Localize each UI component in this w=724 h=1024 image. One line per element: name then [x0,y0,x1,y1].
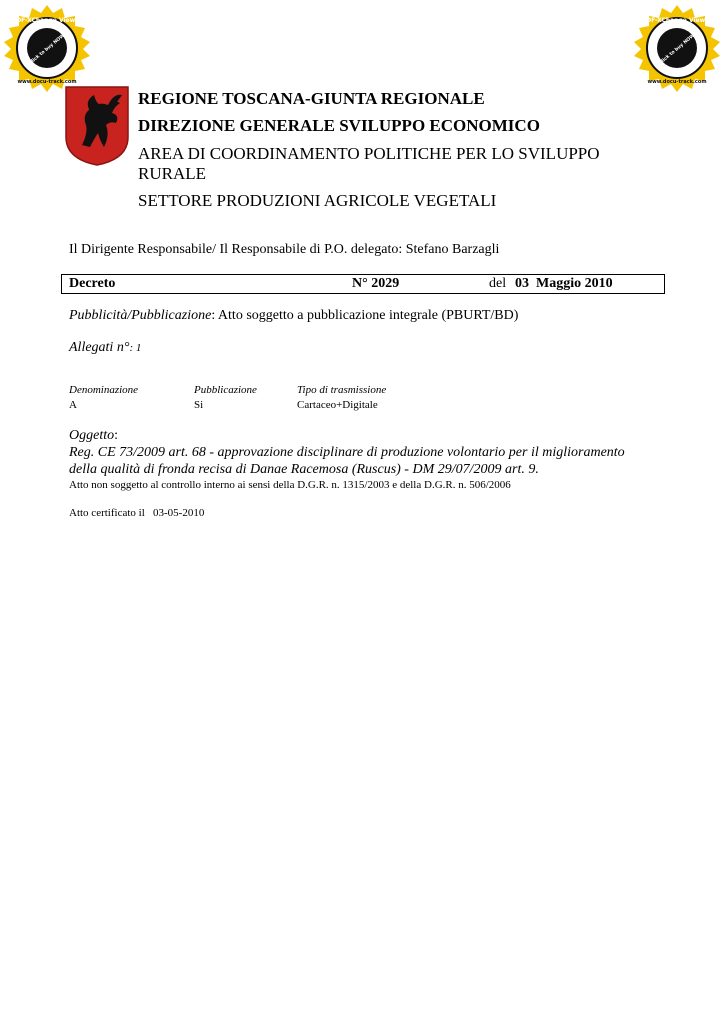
pubblicazione-label: Pubblicità/Pubblicazione [69,308,212,323]
oggetto-text [69,444,669,478]
oggetto-label: Oggetto [69,428,115,443]
oggetto-line2: della qualità di fronda recisa di Danae Racemosa (Ruscus) - DM 29/07/2009 art. 9. [69,462,539,477]
badge-url-text: www.docu-track.com [17,79,77,85]
dirigente-line: Il Dirigente Responsabile/ Il Responsabile di P.O. delegato: Stefano Barzagli [69,242,500,257]
decreto-box [61,274,665,294]
allegati-label: Allegati n° [69,340,130,355]
decreto-label: Decreto [69,276,116,291]
header-area-line1: AREA DI COORDINAMENTO POLITICHE PER LO SVILUPPO [138,144,600,163]
regione-toscana-crest-icon [64,85,130,167]
pdf-xchange-badge-left[interactable] [2,3,92,93]
allegati-cell-denominazione: A [69,399,77,411]
oggetto-line1: Reg. CE 73/2009 art. 68 - approvazione disciplinare di produzione volontario per il miglioramento [69,445,625,460]
decreto-numero: N° 2029 [352,276,400,291]
pubblicazione-value: : Atto soggetto a pubblicazione integrale (PBURT/BD) [211,308,519,323]
pubblicazione-line [69,308,518,324]
pdf-xchange-badge-right[interactable] [632,3,722,93]
allegati-colon: : [129,342,136,354]
certificato-label: Atto certificato il [69,507,145,519]
oggetto-heading: Oggetto: [69,428,118,443]
header-area-line2: RURALE [138,164,206,183]
controllo-note: Atto non soggetto al controllo interno ai sensi della D.G.R. n. 1315/2003 e della D.G.R. n. 506/2006 [69,479,511,491]
badge-ring-text: PDF-XChange Viewer [641,17,713,24]
badge-center-text: Click to buy NOW! [658,32,698,67]
allegati-cell-pubblicazione: Si [194,399,204,411]
allegati-header-denominazione: Denominazione [69,384,139,396]
allegati-header-pubblicazione: Pubblicazione [194,384,257,396]
allegati-cell-trasmissione: Cartaceo+Digitale [297,399,378,411]
allegati-header-trasmissione: Tipo di trasmissione [297,384,387,396]
badge-url-text: www.docu-track.com [647,79,707,85]
badge-ring-text: PDF-XChange Viewer [11,17,83,24]
decreto-del-label: del [489,276,507,291]
header-settore: SETTORE PRODUZIONI AGRICOLE VEGETALI [138,191,497,210]
certificato-date: 03-05-2010 [153,507,205,519]
header-direzione: DIREZIONE GENERALE SVILUPPO ECONOMICO [138,116,540,135]
decreto-data: 03 Maggio 2010 [515,276,613,291]
header-regione: REGIONE TOSCANA-GIUNTA REGIONALE [138,89,485,108]
certificato-line [69,507,204,519]
badge-center-text: Click to buy NOW! [28,32,68,67]
allegati-line [69,340,141,356]
allegati-value: 1 [135,342,142,354]
